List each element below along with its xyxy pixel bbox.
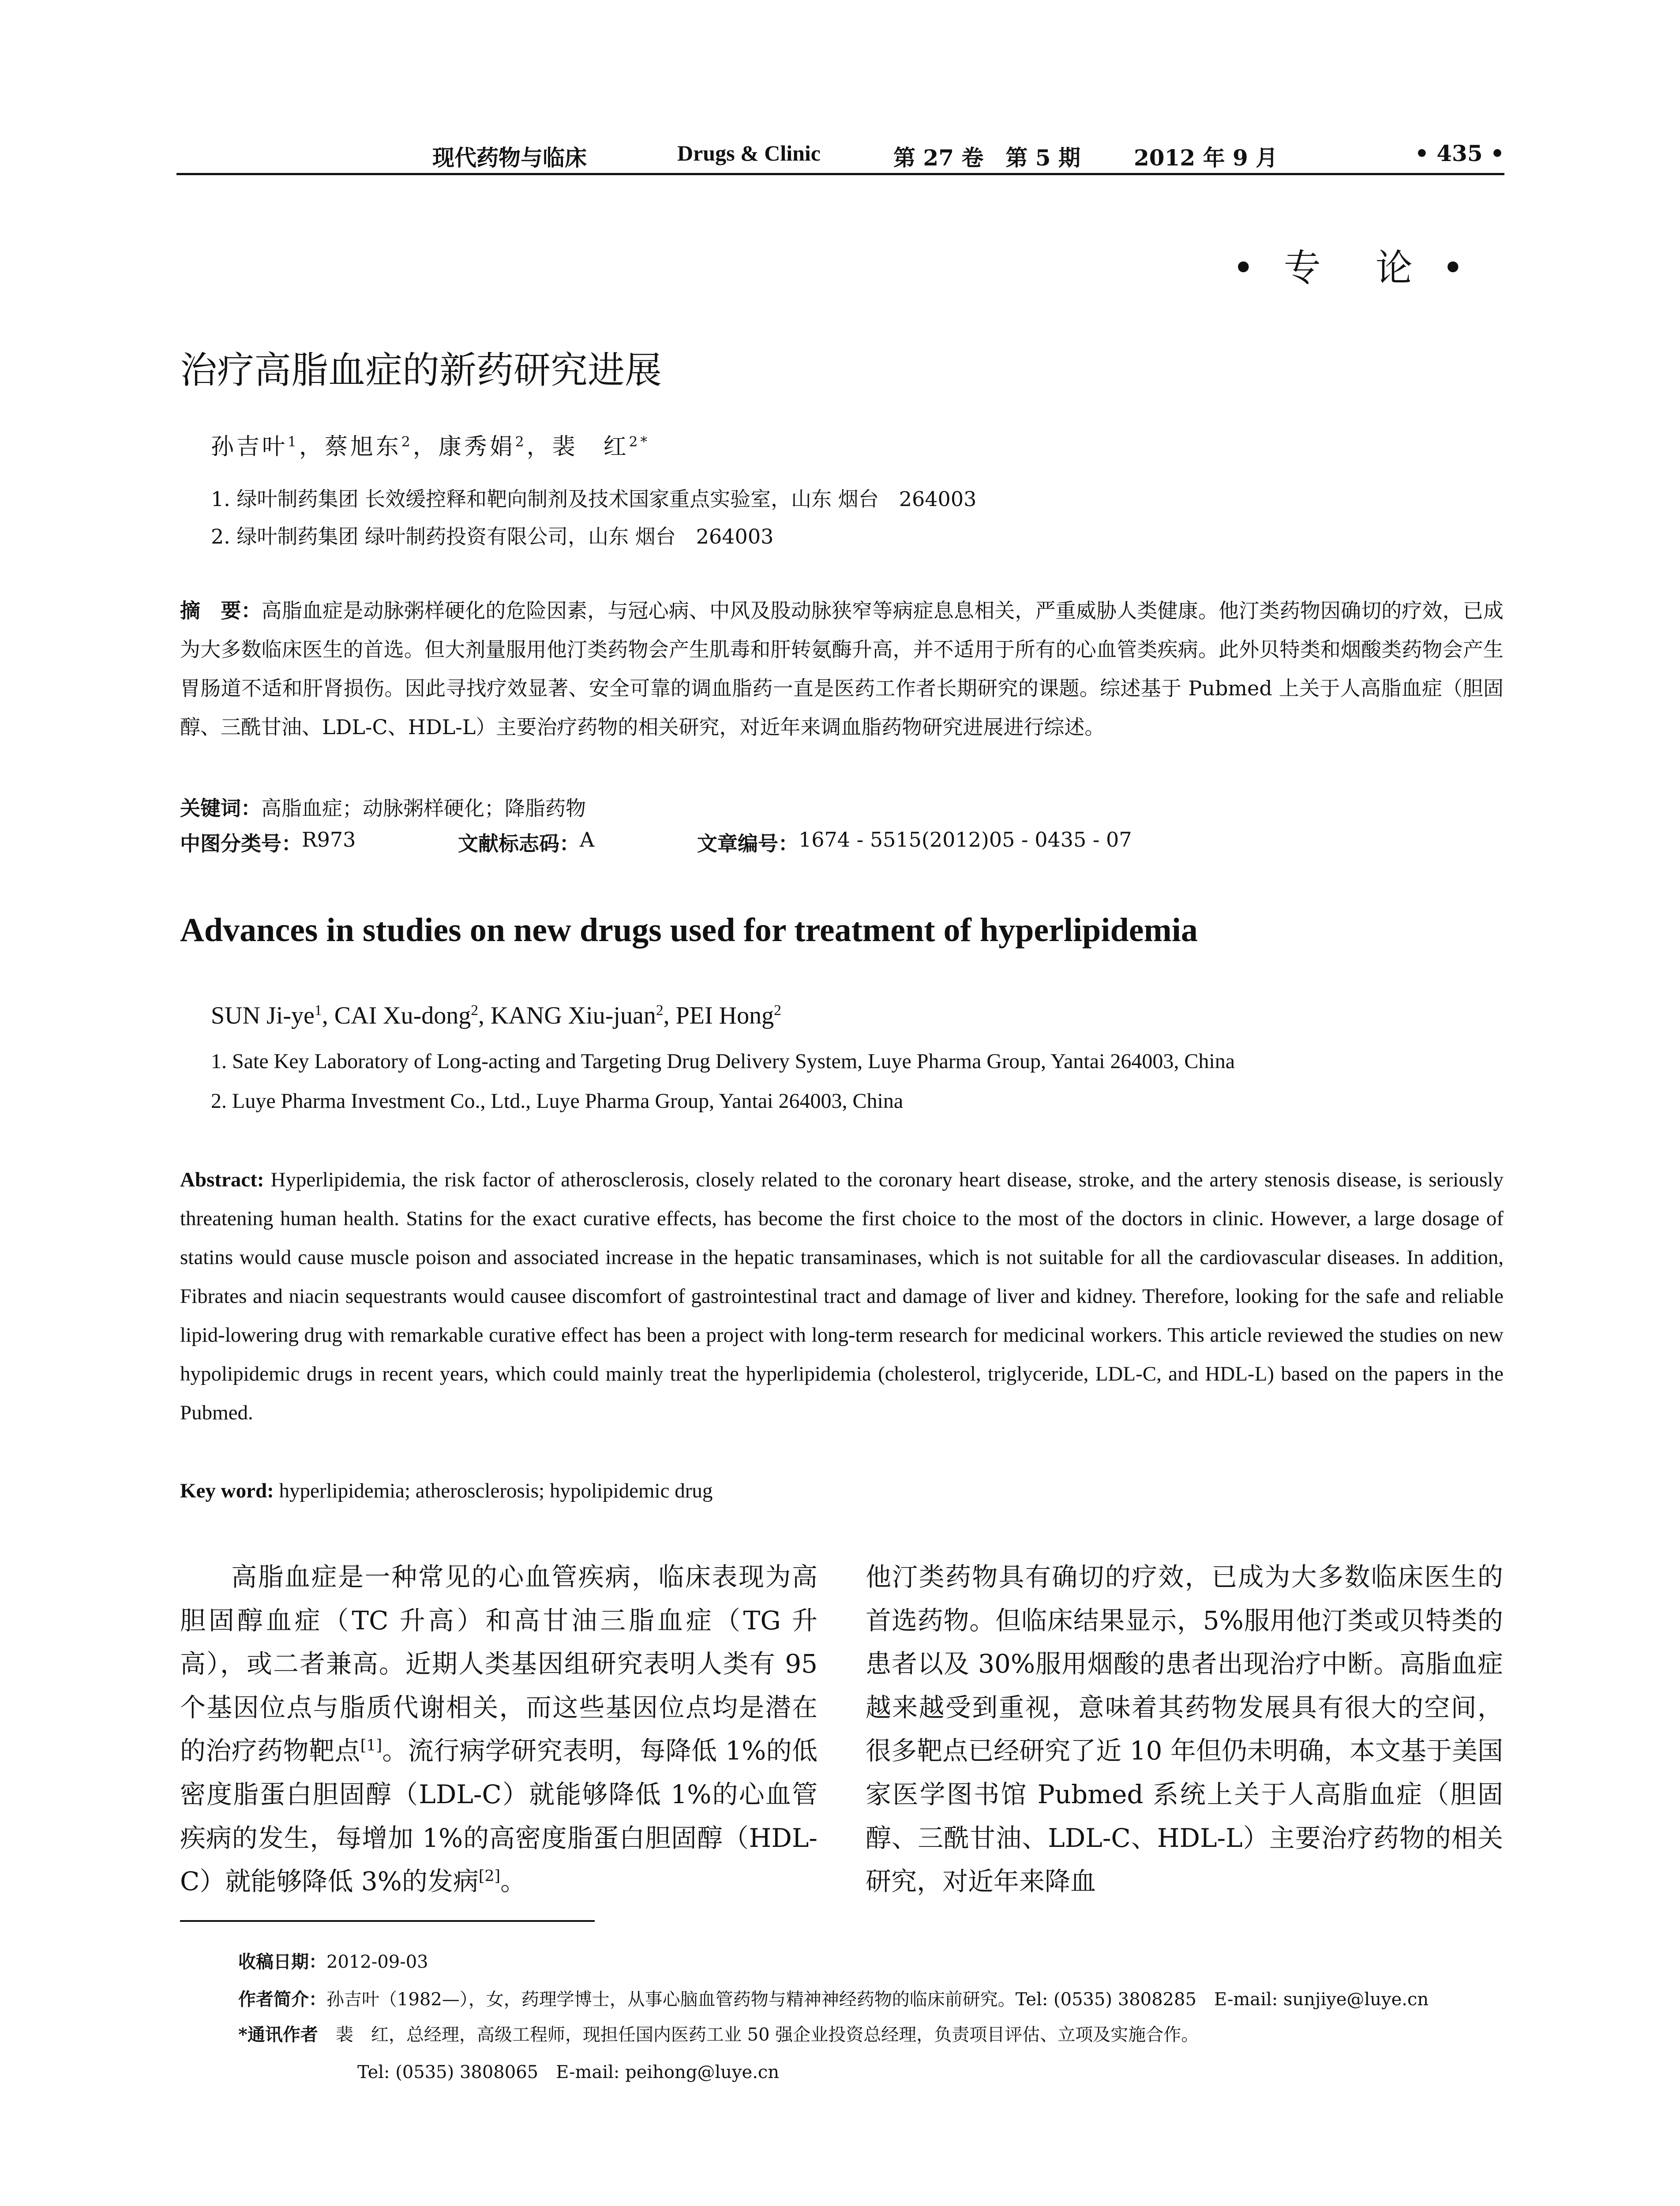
author-cn-2: 蔡旭东 <box>324 434 401 460</box>
author-en-4-sup: 2 <box>774 1002 781 1019</box>
abstract-en-label: Abstract: <box>180 1168 264 1191</box>
body-column-right <box>866 1555 1503 1903</box>
author-cn-3: 康秀娟 <box>438 434 515 460</box>
body-left-text-3: 。 <box>500 1866 526 1897</box>
footnote-corresponding-contact: Tel: (0535) 3808065 E-mail: peihong@luye.cn <box>357 2062 780 2082</box>
affiliation-cn-2: 2. 绿叶制药集团 绿叶制药投资有限公司，山东 烟台 264003 <box>211 525 774 548</box>
author-cn-2-sup: 2 <box>401 434 413 450</box>
title-cn: 治疗高脂血症的新药研究进展 <box>180 349 662 392</box>
author-cn-1: 孙吉叶 <box>211 434 288 460</box>
keywords-cn <box>180 789 1504 828</box>
author-en-3-sup: 2 <box>656 1002 664 1019</box>
keywords-en <box>180 1471 1504 1510</box>
received-label: 收稿日期： <box>238 1951 326 1972</box>
section-label: • 专 论 • <box>1232 246 1473 289</box>
author-en-1: SUN Ji-ye <box>211 1002 315 1029</box>
article-no-label: 文章编号： <box>697 832 799 855</box>
abstract-en <box>180 1160 1504 1432</box>
abstract-en-text: Hyperlipidemia, the risk factor of atherosclerosis, closely related to the coronary heart disease, stroke, and the artery stenosis disease, is seriously threatening human health. Statins for the exact curative effects, has become the first choice to the most of the doctors in clinic. However, a large dosage of statins would cause muscle poison and associated increase in the hepatic transaminases, which is not suitable for all the cardiovascular diseases. In addition, Fibrates and niacin sequestrants would causee discomfort of gastrointestinal tract and damage of liver and kidney. Therefore, looking for the safe and reliable lipid-lowering drug with remarkable curative effect has been a project with long-term research for medicinal workers. This article reviewed the studies on new hypolipidemic drugs in recent years, which could mainly treat the hyperlipidemia (cholesterol, triglyceride, LDL-C, and HDL-L) based on the papers in the Pubmed. <box>180 1168 1504 1424</box>
corresponding-label: *通讯作者 <box>238 2024 318 2045</box>
footnote-received <box>238 1948 428 1973</box>
footnote-divider <box>180 1920 595 1922</box>
keywords-cn-text: 高脂血症；动脉粥样硬化；降脂药物 <box>261 796 586 820</box>
journal-name-en: Drugs & Clinic <box>677 141 821 165</box>
journal-name-cn: 现代药物与临床 <box>432 145 587 171</box>
body-right-text: 他汀类药物具有确切的疗效，已成为大多数临床医生的首选药物。但临床结果显示，5%服用他汀类或贝特类的患者以及 30%服用烟酸的患者出现治疗中断。高脂血症越来越受到重视，意味着其药物发展具有很大的空间，很多靶点已经研究了近 10 年但仍未明确，本文基于美国家医学图书馆 Pubmed 系统上关于人高脂血症（胆固醇、三酰甘油、LDL-C、HDL-L）主要治疗药物的相关研究，对近年来降血 <box>866 1562 1503 1897</box>
clc-value: R973 <box>302 828 356 852</box>
authors-en: SUN $Ji-ye^1$, CAI Xu-dong$^2$, KANG Xiu-juan$^2$, PEI Hong$^2$ <box>211 1002 781 1029</box>
abstract-cn-text: 高脂血症是动脉粥样硬化的危险因素，与冠心病、中风及股动脉狭窄等病症息息相关，严重威胁人类健康。他汀类药物因确切的疗效，已成为大多数临床医生的首选。但大剂量服用他汀类药物会产生肌毒和肝转氨酶升高，并不适用于所有的心血管类疾病。此外贝特类和烟酸类药物会产生胃肠道不适和肝肾损伤。因此寻找疗效显著、安全可靠的调血脂药一直是医药工作者长期研究的课题。综述基于 Pubmed 上关于人高脂血症（胆固醇、三酰甘油、LDL-C、HDL-L）主要治疗药物的相关研究，对近年来调血脂药物研究进展进行综述。 <box>180 599 1504 739</box>
citation-ref-2: [2] <box>478 1867 501 1885</box>
author-cn-1-sup: 1 <box>288 434 299 450</box>
abstract-cn-label: 摘 要： <box>180 599 262 623</box>
footnote-corresponding <box>238 2021 1199 2046</box>
author-cn-4-sup: 2* <box>629 434 650 450</box>
body-left-text-1: 高脂血症是一种常见的心血管疾病，临床表现为高胆固醇血症（TC 升高）和高甘油三脂血症（TG 升高），或二者兼高。近期人类基因组研究表明人类有 95 个基因位点与脂质代谢相关，而这些基因位点均是潜在的治疗药物靶点 <box>180 1562 818 1766</box>
title-en: Advances in studies on new drugs used for treatment of hyperlipidemia <box>180 912 1198 949</box>
article-no-value: 1674 - 5515(2012)05 - 0435 - 07 <box>799 828 1132 852</box>
body-column-left <box>180 1555 818 1903</box>
running-header <box>176 140 1504 175</box>
issue-date: 2012 年 9 月 <box>1134 145 1278 171</box>
author-cn-3-sup: 2 <box>515 434 527 450</box>
affiliation-en-1: 1. Sate Key Laboratory of Long-acting and Targeting Drug Delivery System, Luye Pharma Group, Yantai 264003, China <box>211 1050 1235 1073</box>
page-number: • 435 • <box>1414 140 1504 166</box>
author-en-3: KANG Xiu-juan <box>491 1002 656 1029</box>
footnote-author-bio <box>238 1985 1429 2011</box>
keywords-cn-label: 关键词： <box>180 796 261 820</box>
citation-ref-1: [1] <box>360 1737 382 1755</box>
author-cn-4: 裴 红 <box>552 434 629 460</box>
body-left-text-2: 。流行病学研究表明，每降低 1%的低密度脂蛋白胆固醇（LDL-C）就能够降低 1%的心血管疾病的发生，每增加 1%的高密度脂蛋白胆固醇（HDL-C）就能够降低 3%的发病 <box>180 1736 818 1897</box>
author-en-1-sup: 1 <box>314 1002 322 1019</box>
doc-code-label: 文献标志码： <box>458 832 580 855</box>
volume-issue: 第 27 卷 第 5 期 <box>893 145 1080 171</box>
affiliation-cn-1: 1. 绿叶制药集团 长效缓控释和靶向制剂及技术国家重点实验室，山东 烟台 264003 <box>211 487 977 511</box>
author-bio-text: 孙吉叶（1982—），女，药理学博士，从事心脑血管药物与精神神经药物的临床前研究。Tel: (0535) 3808285 E-mail: sunjiye@luye.cn <box>326 1989 1429 2010</box>
affiliation-en-2: 2. Luye Pharma Investment Co., Ltd., Luye Pharma Group, Yantai 264003, China <box>211 1089 904 1113</box>
doc-code-value: A <box>580 828 595 852</box>
author-en-2: CAI Xu-dong <box>334 1002 471 1029</box>
corresponding-text: 裴 红，总经理，高级工程师，现担任国内医药工业 50 强企业投资总经理，负责项目评估、立项及实施合作。 <box>318 2025 1199 2045</box>
author-en-4: PEI Hong <box>675 1002 774 1029</box>
authors-cn: 孙吉叶$^1$，蔡旭东$^2$，康秀娟$^2$，裴 红$^{2*}$ <box>211 434 650 460</box>
author-en-2-sup: 2 <box>471 1002 479 1019</box>
received-date: 2012-09-03 <box>326 1952 428 1972</box>
abstract-cn <box>180 591 1504 747</box>
keywords-en-text: hyperlipidemia; atherosclerosis; hypolipidemic drug <box>279 1479 713 1502</box>
keywords-en-label: Key word: <box>180 1479 274 1502</box>
author-bio-label: 作者简介： <box>238 1989 326 2010</box>
clc-label: 中图分类号： <box>180 832 302 855</box>
